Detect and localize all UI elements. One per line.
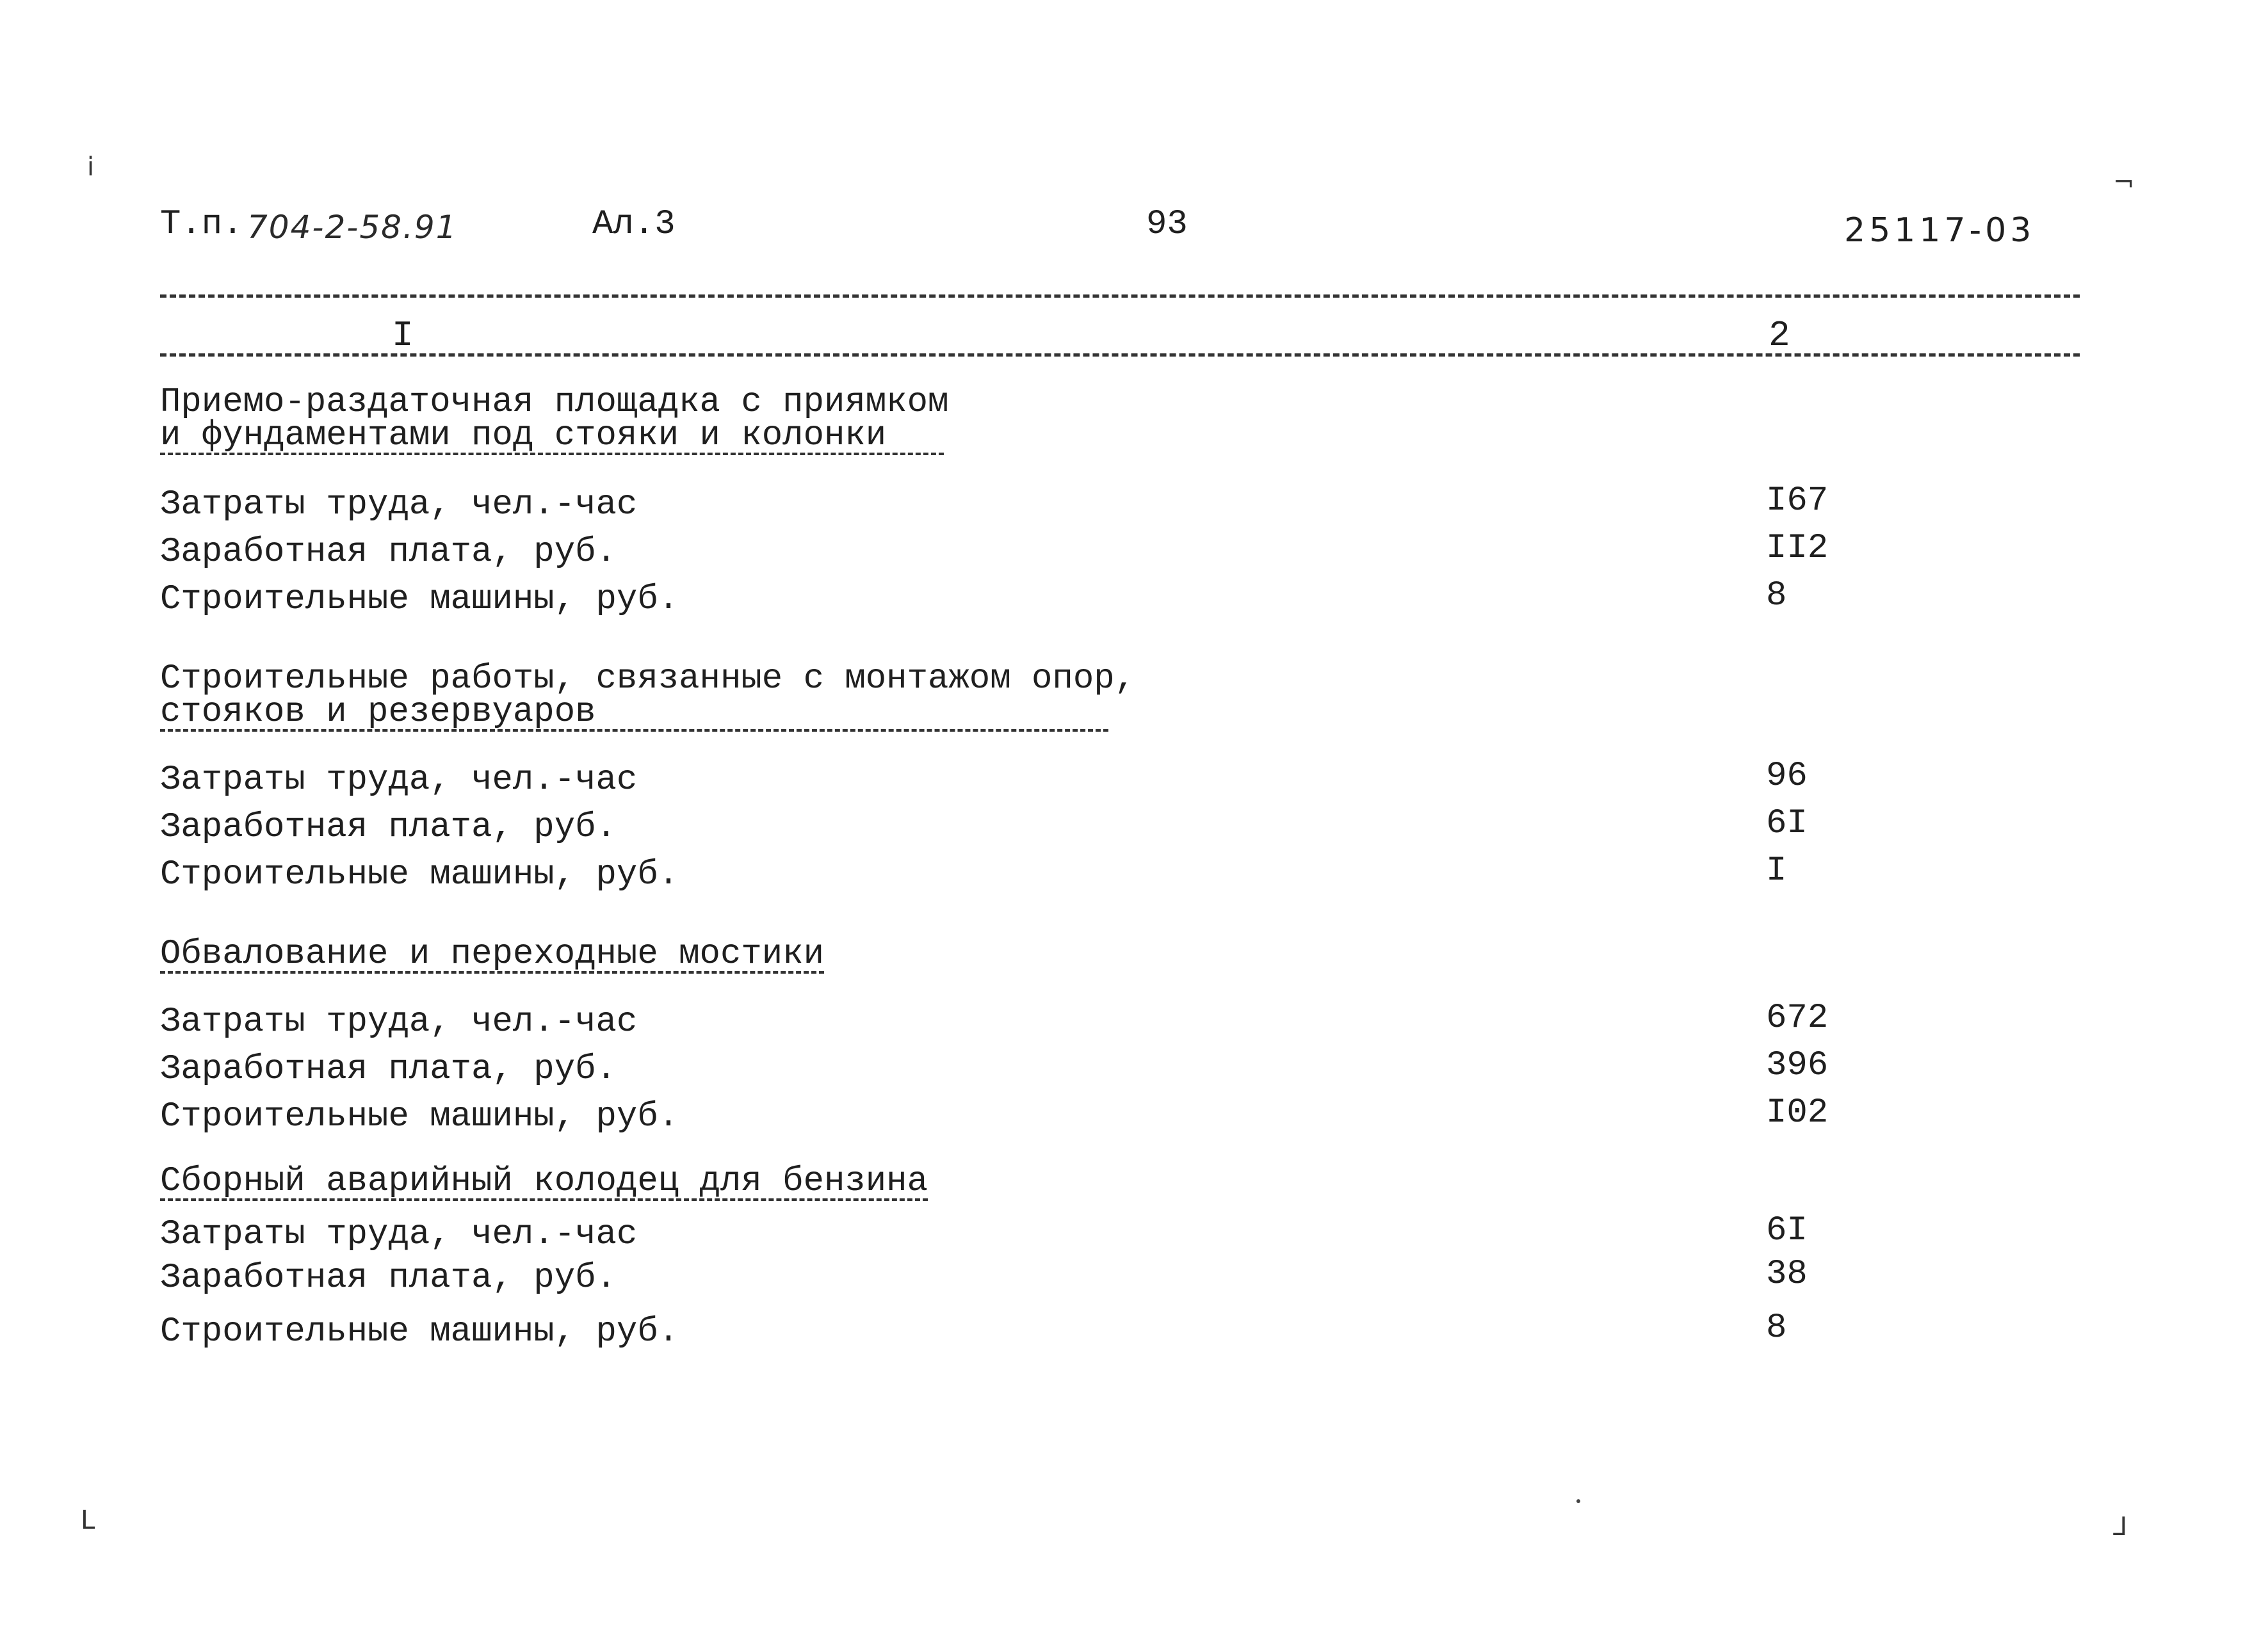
row-label: Затраты труда, чел.-час xyxy=(160,1002,638,1042)
row-value: I xyxy=(1766,851,1787,890)
row-label: Заработная плата, руб. xyxy=(160,808,617,847)
row-value: I02 xyxy=(1766,1093,1829,1132)
row-label: Затраты труда, чел.-час xyxy=(160,761,638,800)
corner-mark-top-right: ¬ xyxy=(2113,168,2135,197)
row-label: Заработная плата, руб. xyxy=(160,1259,617,1298)
row-value: I67 xyxy=(1766,481,1829,520)
section-title xyxy=(160,659,1136,732)
row-label: Строительные машины, руб. xyxy=(160,1312,679,1351)
doc-prefix: Т.п. xyxy=(160,205,243,244)
row-value: 96 xyxy=(1766,757,1808,796)
row-label: Строительные машины, руб. xyxy=(160,1097,679,1136)
row-label: Заработная плата, руб. xyxy=(160,1050,617,1089)
section-title xyxy=(160,383,949,455)
row-value: 396 xyxy=(1766,1046,1829,1085)
section-title-line: Обвалование и переходные мостики xyxy=(160,935,824,974)
corner-mark-bottom-left: L xyxy=(81,1506,95,1535)
section-title xyxy=(160,935,824,974)
section-title-line: и фундаментами под стояки и колонки xyxy=(160,419,944,455)
section-title-line: стояков и резервуаров xyxy=(160,696,1108,732)
row-label: Заработная плата, руб. xyxy=(160,533,617,572)
row-label: Строительные машины, руб. xyxy=(160,580,679,619)
row-value: 672 xyxy=(1766,999,1829,1038)
column-header-2: 2 xyxy=(1769,315,1790,356)
table-header-rule xyxy=(160,353,2080,357)
row-value: 38 xyxy=(1766,1255,1808,1294)
section-title-line: Строительные работы, связанные с монтажом опор, xyxy=(160,659,1136,698)
column-header-1: I xyxy=(392,315,414,356)
album-label: Ал.3 xyxy=(592,205,676,244)
row-value: 8 xyxy=(1766,576,1787,615)
page-number: 93 xyxy=(1146,205,1188,244)
row-value: 8 xyxy=(1766,1308,1787,1348)
doc-number-handwritten: 704-2-58.91 xyxy=(247,209,458,246)
inventory-stamp: 25117-03 xyxy=(1844,211,2036,250)
row-value: 6I xyxy=(1766,804,1808,843)
section-title-line: Сборный аварийный колодец для бензина xyxy=(160,1162,928,1201)
scan-speck xyxy=(1576,1499,1580,1503)
row-label: Строительные машины, руб. xyxy=(160,855,679,894)
section-title-line: Приемо-раздаточная площадка с приямком xyxy=(160,383,949,422)
corner-mark-top-left: ⅰ xyxy=(87,152,95,182)
row-label: Затраты труда, чел.-час xyxy=(160,485,638,524)
row-value: 6I xyxy=(1766,1211,1808,1250)
corner-mark-bottom-right: ⅃ xyxy=(2113,1512,2128,1541)
row-label: Затраты труда, чел.-час xyxy=(160,1215,638,1254)
row-value: II2 xyxy=(1766,529,1829,568)
section-title xyxy=(160,1162,928,1201)
table-top-rule xyxy=(160,294,2080,298)
